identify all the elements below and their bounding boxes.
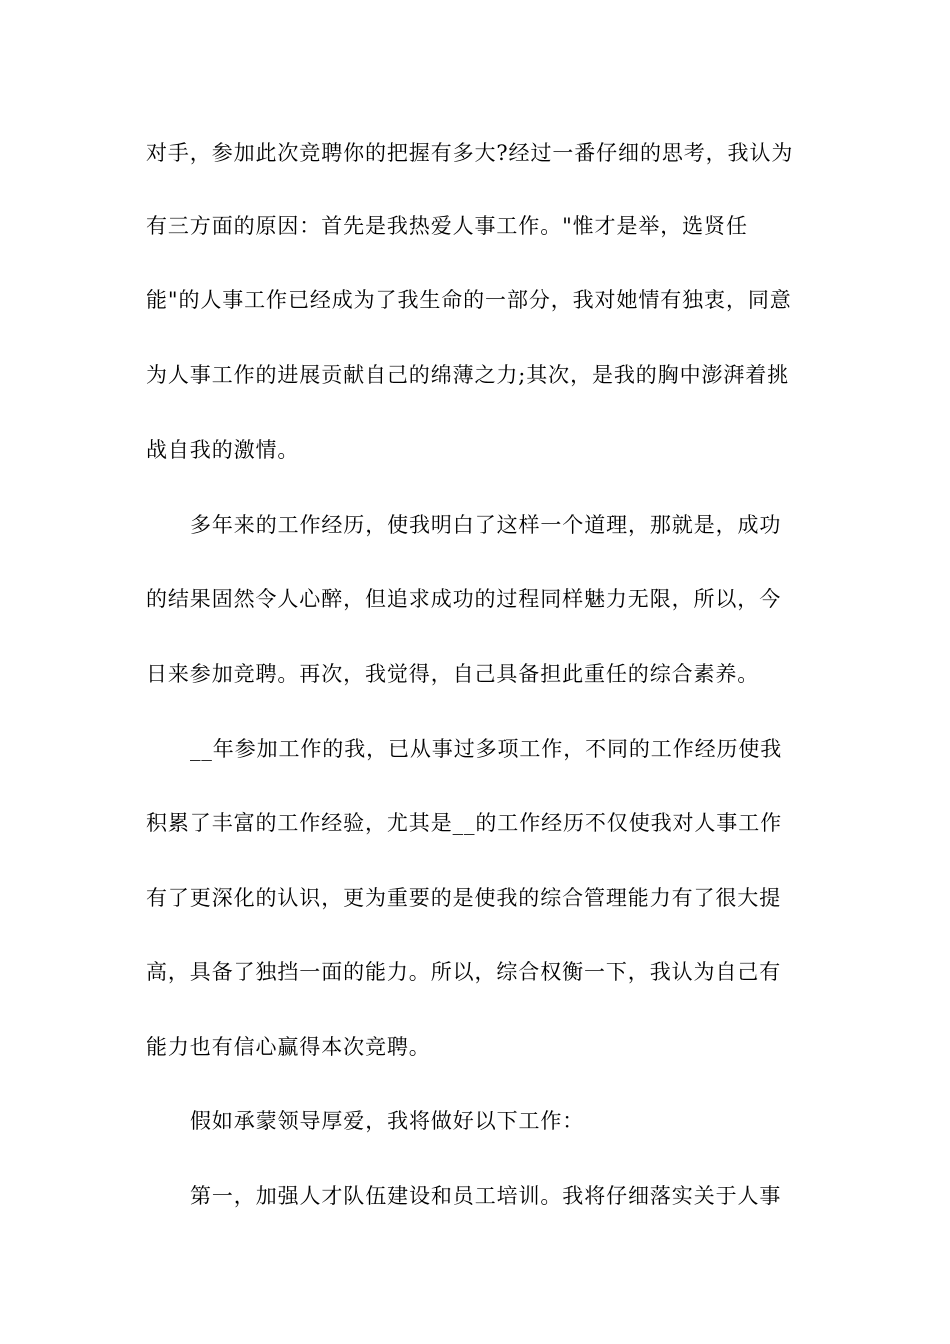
text-line: 的结果固然令人心醉，但追求成功的过程同样魅力无限，所以，今 bbox=[146, 587, 782, 611]
paragraph-first-line: 第一，加强人才队伍建设和员工培训。我将仔细落实关于人事 bbox=[190, 1184, 782, 1208]
paragraph-first-line: __年参加工作的我，已从事过多项工作，不同的工作经历使我 bbox=[190, 737, 783, 761]
text-line: 高，具备了独挡一面的能力。所以，综合权衡一下，我认为自己有 bbox=[146, 960, 782, 984]
text-line: 战自我的激情。 bbox=[146, 438, 300, 462]
text-line: 能力也有信心赢得本次竞聘。 bbox=[146, 1035, 431, 1059]
text-line: 有了更深化的认识，更为重要的是使我的综合管理能力有了很大提 bbox=[146, 886, 782, 910]
text-line: 能"的人事工作已经成为了我生命的一部分，我对她情有独衷，同意 bbox=[146, 288, 792, 312]
text-line: 有三方面的原因：首先是我热爱人事工作。"惟才是举，选贤任 bbox=[146, 214, 748, 238]
text-line: 对手，参加此次竞聘你的把握有多大?经过一番仔细的思考，我认为 bbox=[146, 141, 794, 165]
paragraph-first-line: 假如承蒙领导厚爱，我将做好以下工作： bbox=[190, 1109, 585, 1133]
text-line: 为人事工作的进展贡献自己的绵薄之力;其次，是我的胸中澎湃着挑 bbox=[146, 363, 790, 387]
text-line: 积累了丰富的工作经验，尤其是__的工作经历不仅使我对人事工作 bbox=[146, 811, 782, 835]
text-line: 日来参加竞聘。再次，我觉得，自己具备担此重任的综合素养。 bbox=[146, 662, 760, 686]
paragraph-first-line: 多年来的工作经历，使我明白了这样一个道理，那就是，成功 bbox=[190, 513, 782, 537]
